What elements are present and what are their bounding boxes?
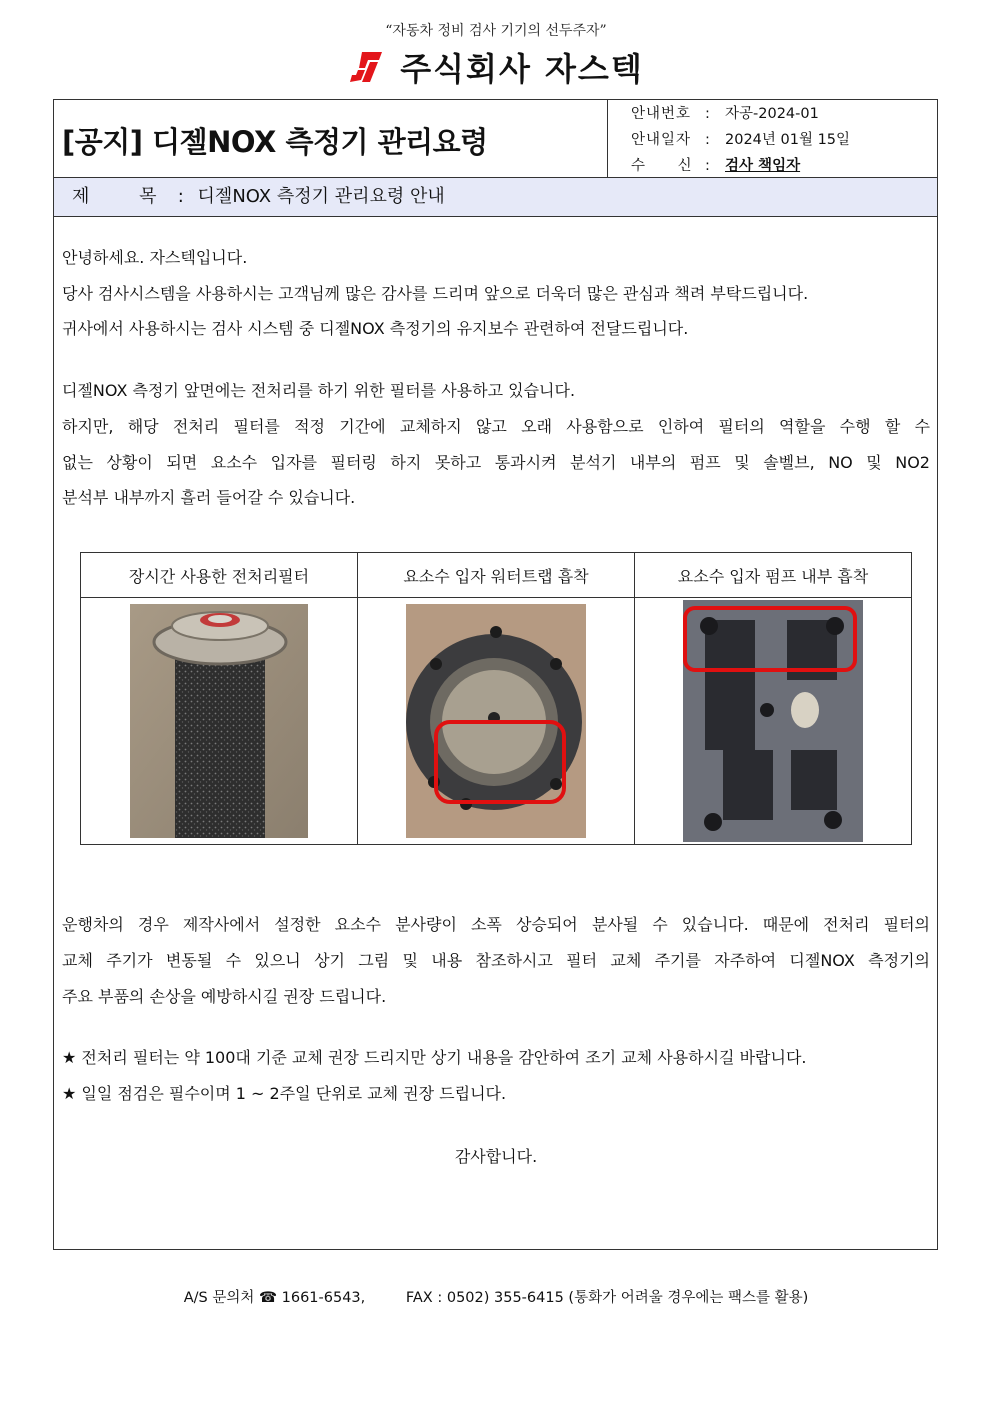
meta-label: 안내번호 xyxy=(631,106,692,122)
notice-header xyxy=(54,100,937,178)
photo-header: 장시간 사용한 전처리필터 xyxy=(81,553,358,598)
meta-colon: : xyxy=(705,132,710,148)
meta-value: 2024년 01월 15일 xyxy=(725,132,851,148)
photo-table xyxy=(80,552,912,845)
notice-frame xyxy=(53,99,938,1250)
notice-title: [공지] 디젤NOX 측정기 관리요령 xyxy=(62,125,488,159)
paragraph: 디젤NOX 측정기 앞면에는 전처리를 하기 위한 필터를 사용하고 있습니다. xyxy=(62,381,576,400)
subject-bar xyxy=(54,178,937,217)
notice-meta xyxy=(607,100,937,177)
paragraph-line: 운행차의 경우 제작사에서 설정한 요소수 분사량이 소폭 상승되어 분사될 수 있습니다. 때문에 전처리 필터의 xyxy=(62,915,930,934)
used-filter-photo xyxy=(130,604,308,838)
footer xyxy=(0,1286,992,1307)
note-item: ★ 전처리 필터는 약 100대 기준 교체 권장 드리지만 상기 내용을 감안하여 조기 교체 사용하시길 바랍니다. xyxy=(62,1048,807,1067)
meta-value: 검사 책임자 xyxy=(725,158,801,174)
subject-colon: : xyxy=(177,186,184,207)
subject-label: 제 목 xyxy=(72,186,159,207)
closing: 감사합니다. xyxy=(454,1147,538,1166)
pump-interior-photo xyxy=(683,600,863,842)
photo-header: 요소수 입자 워터트랩 흡착 xyxy=(357,553,634,598)
photo-cell xyxy=(634,598,911,845)
paragraph: 귀사에서 사용하시는 검사 시스템 중 디젤NOX 측정기의 유지보수 관련하여 전달드립니다. xyxy=(62,319,689,338)
meta-colon: : xyxy=(705,106,710,122)
footer-as-contact: A/S 문의처 ☎ 1661-6543, xyxy=(183,1290,366,1306)
meta-date xyxy=(631,128,937,154)
meta-label: 수 신 xyxy=(631,158,693,174)
company-header xyxy=(0,44,992,90)
meta-value: 자공-2024-01 xyxy=(725,106,819,122)
paragraph-line: 하지만, 해당 전처리 필터를 적정 기간에 교체하지 않고 오래 사용함으로 인하여 필터의 역할을 수행 할 수 xyxy=(62,417,930,436)
water-trap-photo xyxy=(406,604,586,838)
meta-notice-no xyxy=(631,102,937,128)
paragraph-line: 분석부 내부까지 흘러 들어갈 수 있습니다. xyxy=(62,488,356,507)
paragraph-line: 교체 주기가 변동될 수 있으니 상기 그림 및 내용 참조하시고 필터 교체 주기를 자주하여 디젤NOX 측정기의 xyxy=(62,951,930,970)
company-name: 주식회사 자스텍 xyxy=(400,50,644,88)
subject-text: 디젤NOX 측정기 관리요령 안내 xyxy=(197,186,445,207)
paragraph-line: 없는 상황이 되면 요소수 입자를 필터링 하지 못하고 통과시켜 분석기 내부의 펌프 및 솔벨브, NO 및 NO2 xyxy=(62,453,930,472)
company-logo-icon xyxy=(348,50,384,84)
photo-cell xyxy=(357,598,634,845)
meta-label: 안내일자 xyxy=(631,132,692,148)
photo-cell xyxy=(81,598,358,845)
meta-colon: : xyxy=(705,158,710,174)
greeting: 안녕하세요. 자스텍입니다. xyxy=(62,248,248,267)
paragraph-line: 주요 부품의 손상을 예방하시길 권장 드립니다. xyxy=(62,987,387,1006)
paragraph: 당사 검사시스템을 사용하시는 고객님께 많은 감사를 드리며 앞으로 더욱더 많은 관심과 책려 부탁드립니다. xyxy=(62,284,809,303)
note-item: ★ 일일 점검은 필수이며 1 ~ 2주일 단위로 교체 권장 드립니다. xyxy=(62,1084,507,1103)
meta-recipient xyxy=(631,154,937,180)
footer-fax: FAX : 0502) 355-6415 (통화가 어려울 경우에는 팩스를 활용) xyxy=(405,1290,809,1306)
slogan: “자동차 정비 검사 기기의 선두주자” xyxy=(385,23,607,39)
photo-header: 요소수 입자 펌프 내부 흡착 xyxy=(634,553,911,598)
